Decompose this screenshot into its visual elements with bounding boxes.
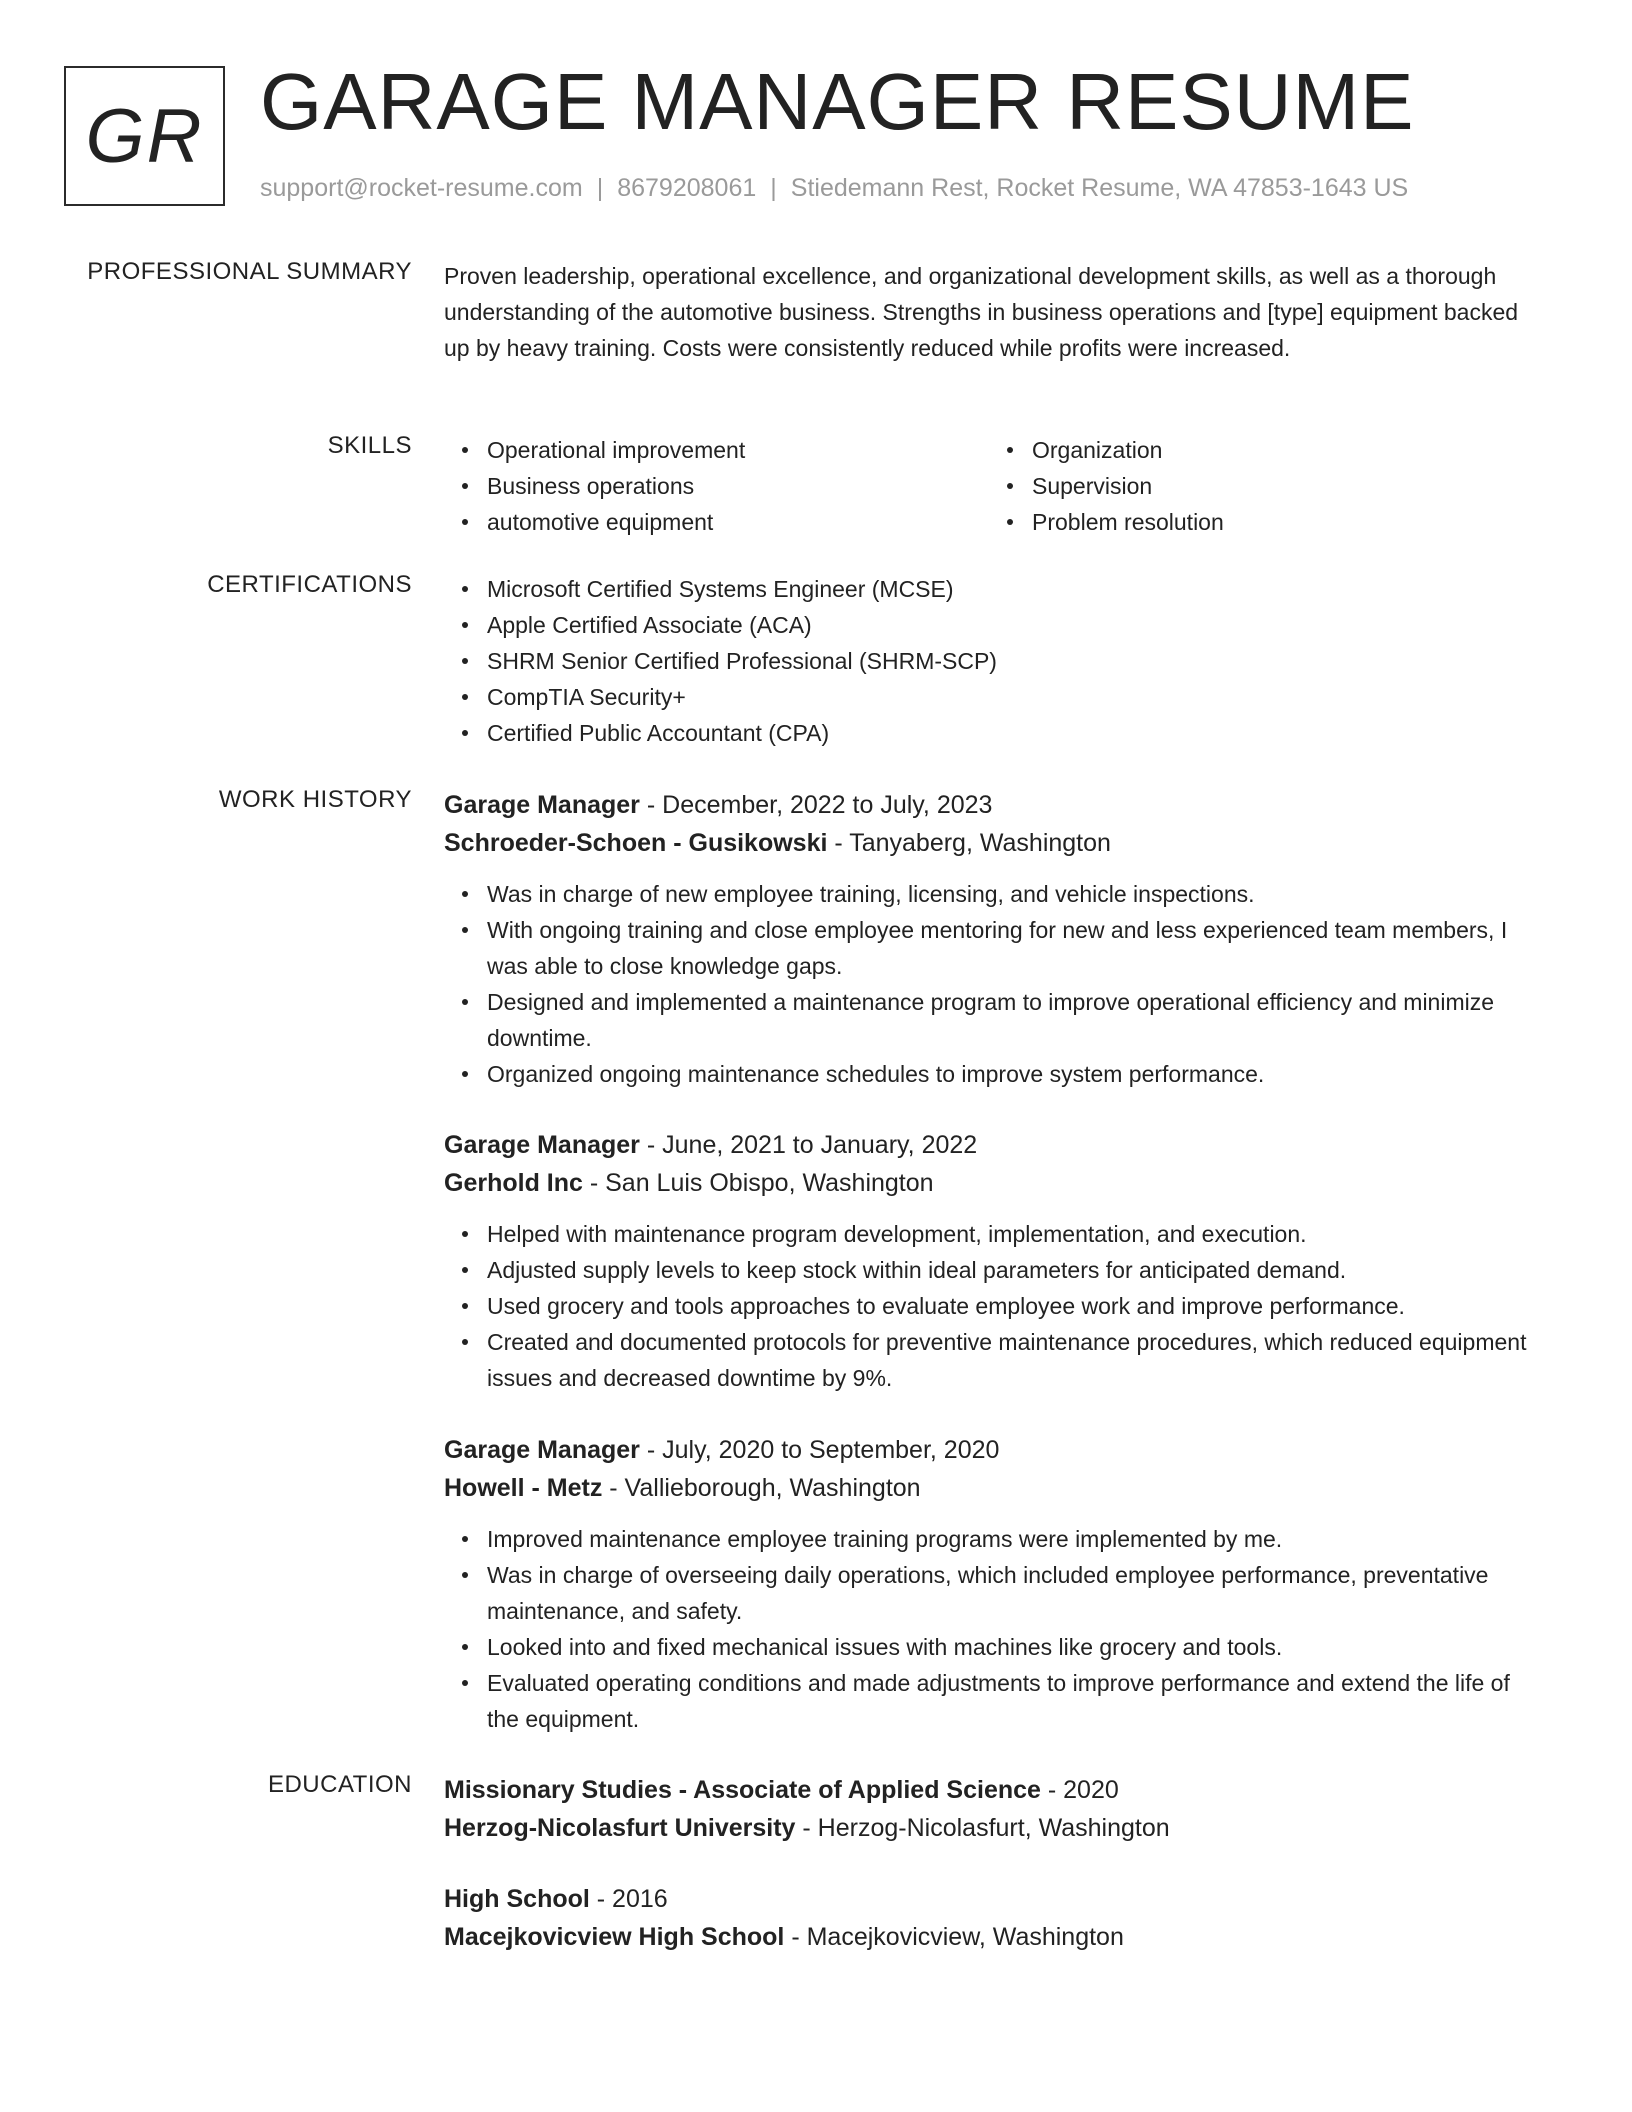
job-bullet: Looked into and fixed mechanical issues with machines like grocery and tools.	[444, 1629, 1534, 1665]
job-location: - San Luis Obispo, Washington	[582, 1169, 934, 1197]
job-bullet: Helped with maintenance program development, implementation, and execution.	[444, 1216, 1534, 1252]
education-year: - 2016	[589, 1885, 668, 1913]
job-company-line	[444, 824, 1534, 862]
job-bullet: Designed and implemented a maintenance program to improve operational efficiency and minimize downtime.	[444, 984, 1534, 1056]
skill-item: Operational improvement	[444, 432, 989, 468]
job-title-line	[444, 1431, 1534, 1469]
certifications-list	[444, 571, 1534, 751]
skills-column	[989, 432, 1534, 540]
job-location: - Vallieborough, Washington	[602, 1474, 921, 1502]
education-degree: Missionary Studies - Associate of Applied Science	[444, 1776, 1041, 1804]
education-year: - 2020	[1040, 1776, 1119, 1804]
job-location: - Tanyaberg, Washington	[827, 829, 1111, 857]
section-label-summary: PROFESSIONAL SUMMARY	[87, 258, 412, 285]
job-bullet: Created and documented protocols for preventive maintenance procedures, which reduced equipment issues and decreased downtime by 9%.	[444, 1324, 1534, 1396]
contact-email[interactable]: support@rocket-resume.com	[260, 174, 583, 202]
contact-separator: |	[596, 174, 604, 202]
section-label-education: EDUCATION	[267, 1771, 412, 1798]
contact-line	[260, 174, 1408, 203]
education-school: Macejkovicview High School	[444, 1923, 785, 1951]
section-label-work-history: WORK HISTORY	[218, 786, 412, 813]
job-entry	[444, 786, 1534, 1092]
education-degree-line	[444, 1880, 1534, 1918]
job-dates: - June, 2021 to January, 2022	[639, 1131, 978, 1159]
section-label-skills: SKILLS	[327, 432, 412, 459]
education-degree: High School	[444, 1885, 590, 1913]
job-bullet: With ongoing training and close employee mentoring for new and less experienced team members, I was able to close knowledge gaps.	[444, 912, 1534, 984]
education-entry	[444, 1880, 1534, 1956]
job-bullets	[444, 876, 1534, 1092]
skills-list	[444, 432, 1534, 540]
job-company: Schroeder-Schoen - Gusikowski	[444, 829, 828, 857]
skills-column	[444, 432, 989, 540]
job-bullet: Organized ongoing maintenance schedules to improve system performance.	[444, 1056, 1534, 1092]
section-label-certifications: CERTIFICATIONS	[207, 571, 412, 598]
job-bullet: Evaluated operating conditions and made adjustments to improve performance and extend the life of the equipment.	[444, 1665, 1534, 1737]
job-company: Gerhold Inc	[444, 1169, 583, 1197]
job-bullet: Was in charge of new employee training, licensing, and vehicle inspections.	[444, 876, 1534, 912]
education-school-line	[444, 1918, 1534, 1956]
job-bullets	[444, 1216, 1534, 1396]
summary-text: Proven leadership, operational excellence, and organizational development skills, as well as a thorough understanding of the automotive business. Strengths in business operations and [type] equipment backed up by heavy training. Costs were consistently reduced while profits were increased.	[444, 263, 1519, 361]
education-location: - Macejkovicview, Washington	[784, 1923, 1124, 1951]
job-bullet: Adjusted supply levels to keep stock within ideal parameters for anticipated demand.	[444, 1252, 1534, 1288]
job-dates: - December, 2022 to July, 2023	[639, 791, 993, 819]
monogram-logo: GR	[64, 66, 225, 206]
certification-item: CompTIA Security+	[444, 679, 1534, 715]
education-school: Herzog-Nicolasfurt University	[444, 1814, 796, 1842]
contact-separator: |	[770, 174, 777, 202]
certification-item: SHRM Senior Certified Professional (SHRM-SCP)	[444, 643, 1534, 679]
certification-item: Apple Certified Associate (ACA)	[444, 607, 1534, 643]
job-bullet: Was in charge of overseeing daily operations, which included employee performance, preventative maintenance, and safety.	[444, 1557, 1534, 1629]
skill-item: automotive equipment	[444, 504, 989, 540]
job-title: Garage Manager	[444, 1131, 640, 1159]
job-company-line	[444, 1469, 1534, 1507]
job-title: Garage Manager	[444, 1436, 640, 1464]
skill-item: Business operations	[444, 468, 989, 504]
job-company: Howell - Metz	[444, 1474, 603, 1502]
job-bullet: Improved maintenance employee training programs were implemented by me.	[444, 1521, 1534, 1557]
contact-address: Stiedemann Rest, Rocket Resume, WA 47853-1643 US	[790, 174, 1409, 202]
resume-title: GARAGE MANAGER RESUME	[260, 57, 1415, 146]
education-school-line	[444, 1809, 1534, 1847]
job-company-line	[444, 1164, 1534, 1202]
job-title: Garage Manager	[444, 791, 640, 819]
job-bullet: Used grocery and tools approaches to evaluate employee work and improve performance.	[444, 1288, 1534, 1324]
education-degree-line	[444, 1771, 1534, 1809]
skill-item: Organization	[989, 432, 1534, 468]
job-entry	[444, 1431, 1534, 1737]
certification-item: Microsoft Certified Systems Engineer (MCSE)	[444, 571, 1534, 607]
contact-phone[interactable]: 8679208061	[617, 174, 757, 202]
job-title-line	[444, 786, 1534, 824]
skill-item: Supervision	[989, 468, 1534, 504]
certification-item: Certified Public Accountant (CPA)	[444, 715, 1534, 751]
job-bullets	[444, 1521, 1534, 1737]
education-location: - Herzog-Nicolasfurt, Washington	[795, 1814, 1170, 1842]
education-entry	[444, 1771, 1534, 1847]
job-dates: - July, 2020 to September, 2020	[639, 1436, 1000, 1464]
skill-item: Problem resolution	[989, 504, 1534, 540]
job-title-line	[444, 1126, 1534, 1164]
job-entry	[444, 1126, 1534, 1396]
